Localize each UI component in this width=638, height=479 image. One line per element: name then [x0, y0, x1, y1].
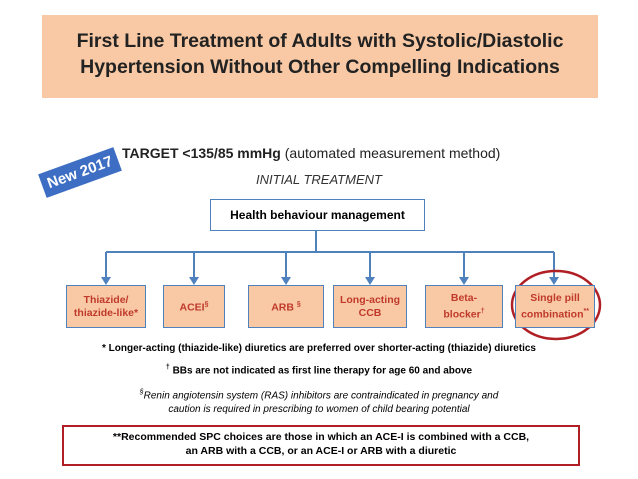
note-ras: §Renin angiotensin system (RAS) inhibitors are contraindicated in pregnancy and caution is required in prescribing to women of child bearing potential	[139, 389, 499, 416]
new-2017-badge: New 2017	[38, 147, 122, 198]
target-method: (automated measurement method)	[280, 145, 501, 161]
treatment-arb: ARB §	[248, 285, 324, 328]
title-line-2: Hypertension Without Other Compelling Indications	[80, 56, 560, 78]
arrowhead-beta	[459, 277, 469, 285]
note-diuretics: * Longer-acting (thiazide-like) diuretics are preferred over shorter-acting (thiazide) diuretics	[102, 343, 536, 354]
arrowhead-spc	[549, 277, 559, 285]
title-line-1: First Line Treatment of Adults with Systolic/Diastolic	[76, 30, 564, 52]
treatment-thiazide: Thiazide/ thiazide-like*	[66, 285, 146, 328]
spc-recommendation-text: **Recommended SPC choices are those in which an ACE-I is combined with a CCB, an ARB with a CCB, or an ACE-I or ARB with a diuretic	[112, 431, 530, 457]
treatment-ccb: Long-acting CCB	[333, 285, 407, 328]
arrowhead-thiazide	[101, 277, 111, 285]
arrowhead-ccb	[365, 277, 375, 285]
treatment-beta-blocker: Beta- blocker†	[425, 285, 503, 328]
treatment-acei: ACEI§	[163, 285, 225, 328]
initial-treatment-label: INITIAL TREATMENT	[256, 172, 382, 187]
health-behaviour-box: Health behaviour management	[210, 199, 425, 231]
arrowhead-acei	[189, 277, 199, 285]
arrowhead-arb	[281, 277, 291, 285]
treatment-single-pill: Single pill combination**	[515, 285, 595, 328]
target-value: TARGET <135/85 mmHg	[122, 145, 281, 161]
note-beta-blockers: † BBs are not indicated as first line therapy for age 60 and above	[165, 364, 473, 377]
